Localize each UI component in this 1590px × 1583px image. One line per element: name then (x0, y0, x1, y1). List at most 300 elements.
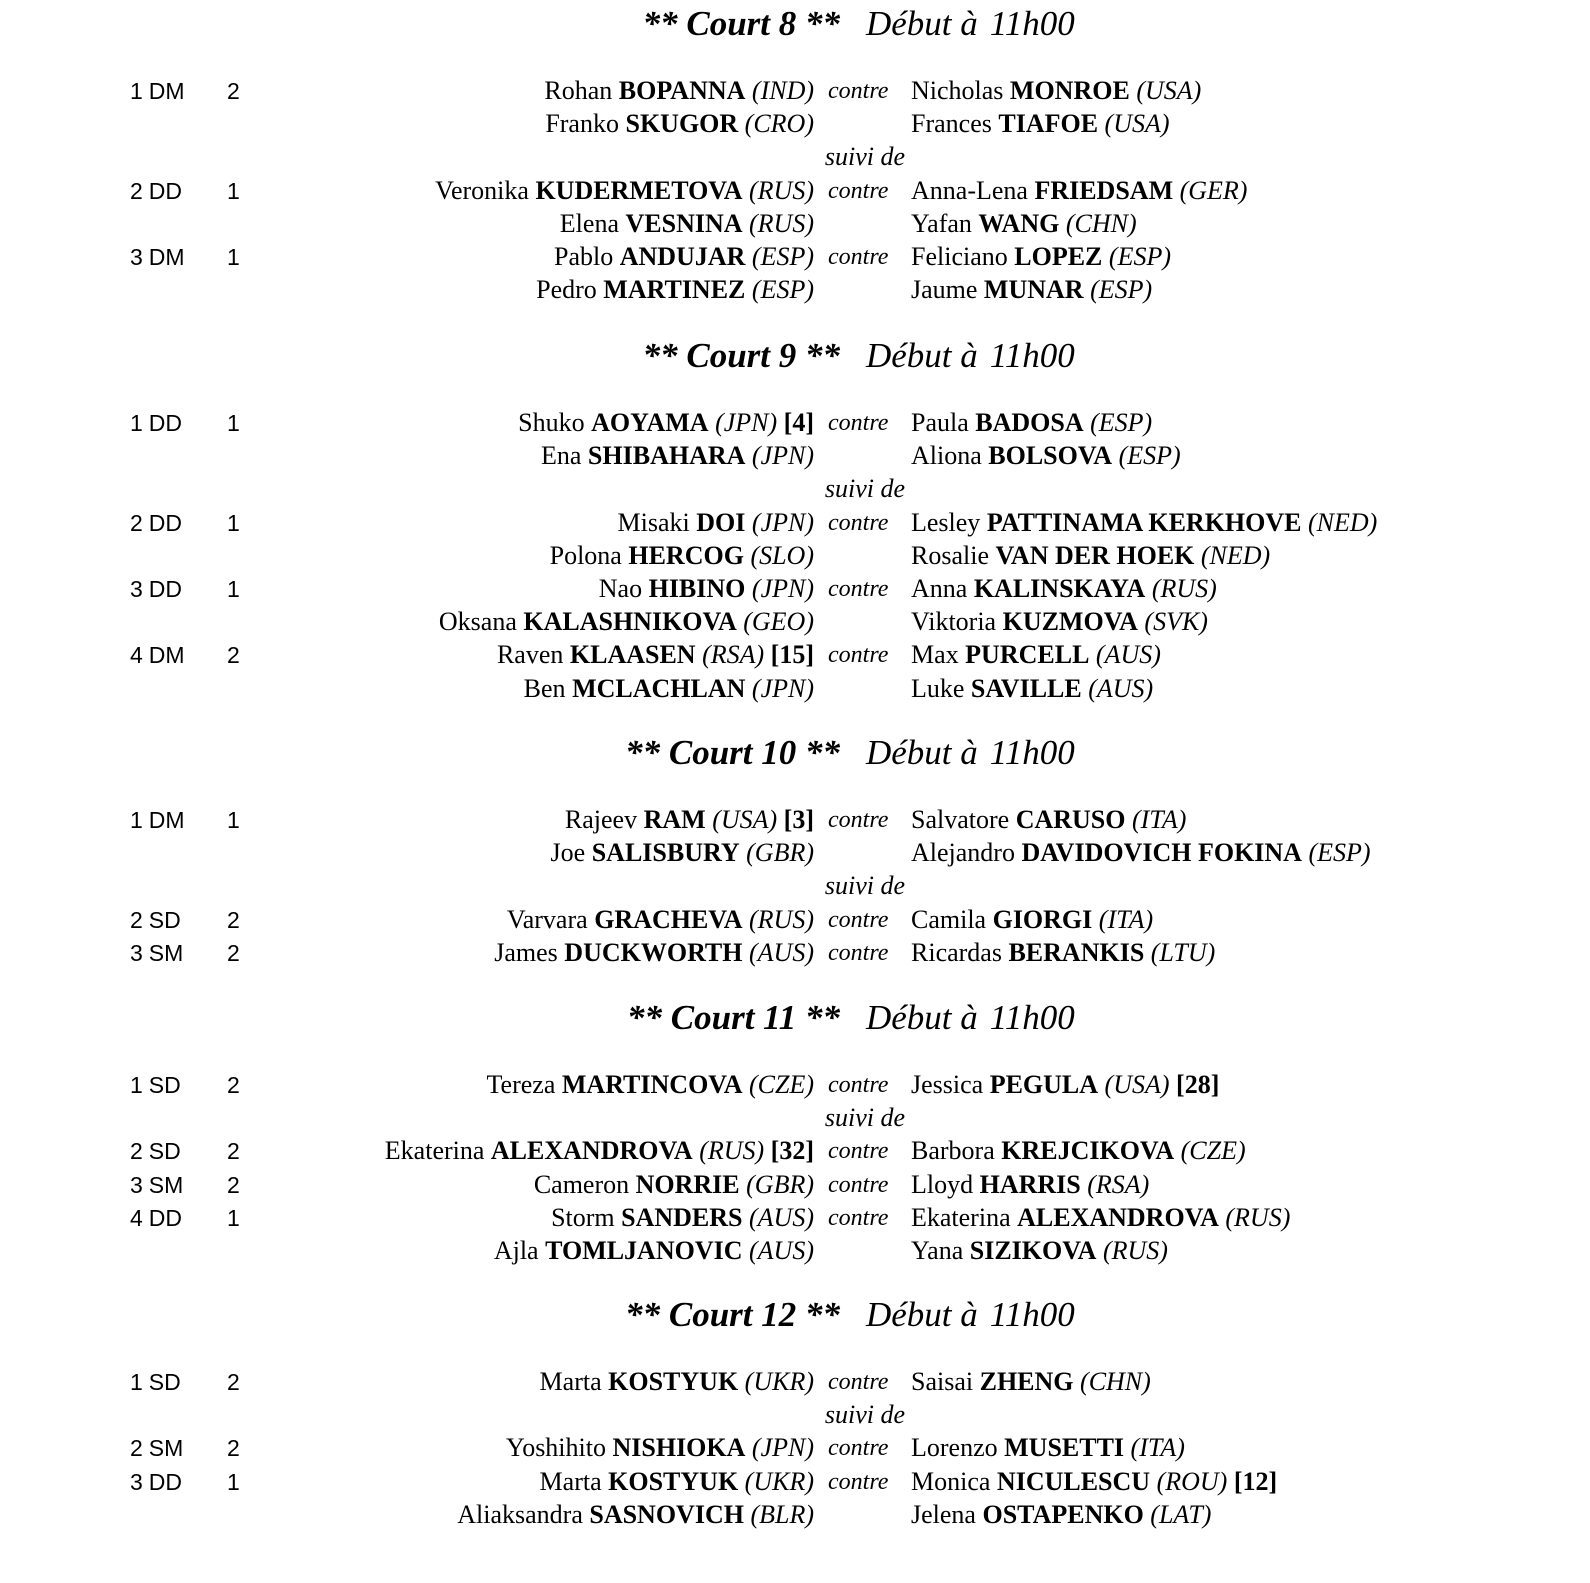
player-name (544, 76, 814, 105)
left-team-player (457, 1498, 814, 1532)
suivi-de: suivi de (824, 1103, 906, 1132)
player-last-name: SALISBURY (591, 838, 740, 867)
match-number: 1 (130, 1369, 143, 1395)
player-last-name: HARRIS (979, 1170, 1081, 1199)
player-first-name: Jessica (911, 1070, 984, 1099)
player-name (911, 1070, 1219, 1099)
player-first-name: Jelena (911, 1500, 976, 1529)
player-first-name: Veronika (435, 176, 529, 205)
match-order (130, 1068, 181, 1102)
right-team-player (911, 1168, 1149, 1202)
player-name (911, 275, 1152, 304)
right-team-player (911, 207, 1137, 241)
player-name (494, 938, 814, 967)
match-row (0, 803, 1590, 837)
player-first-name: Lloyd (911, 1170, 974, 1199)
player-last-name: MUSETTI (1004, 1433, 1125, 1462)
contre-label: contre (828, 1072, 889, 1098)
player-last-name: HIBINO (648, 574, 746, 603)
player-name (534, 1170, 814, 1199)
player-name (551, 838, 814, 867)
player-first-name: Marta (539, 1467, 602, 1496)
right-team-player (911, 903, 1153, 937)
contre-label: contre (828, 178, 889, 204)
player-last-name: KOSTYUK (608, 1467, 739, 1496)
player-last-name: BOLSOVA (988, 441, 1113, 470)
right-team-player (911, 1201, 1290, 1235)
player-last-name: DAVIDOVICH FOKINA (1021, 838, 1302, 867)
player-name (599, 574, 814, 603)
left-team-player (599, 572, 814, 606)
player-name (507, 905, 814, 934)
player-first-name: Camila (911, 905, 987, 934)
match-format: 2 (227, 642, 240, 668)
contre-label: contre (828, 642, 889, 668)
left-team-player (618, 506, 814, 540)
player-first-name: Varvara (506, 905, 588, 934)
player-last-name: TOMLJANOVIC (545, 1236, 743, 1265)
match-order (130, 506, 182, 540)
contre-label: contre (828, 907, 889, 933)
player-last-name: SHIBAHARA (587, 441, 746, 470)
match-category: DD (148, 178, 183, 204)
player-name (911, 109, 1170, 138)
match-format: 2 (227, 1072, 240, 1098)
player-first-name: Shuko (518, 408, 585, 437)
player-last-name: MONROE (1009, 76, 1130, 105)
player-name (911, 1500, 1211, 1529)
player-first-name: Yoshihito (506, 1433, 606, 1462)
player-first-name: Feliciano (911, 242, 1008, 271)
player-first-name: Franko (545, 109, 619, 138)
player-country: (RUS) (749, 905, 814, 934)
player-country: (ESP) (1090, 275, 1153, 304)
match-row (0, 1201, 1590, 1235)
start-time: 11h00 (989, 336, 1075, 375)
match-category: DM (148, 642, 185, 668)
player-first-name: Max (911, 640, 959, 669)
match-order (130, 1168, 183, 1202)
player-name (911, 76, 1201, 105)
player-name (911, 607, 1208, 636)
left-team-player (554, 240, 814, 274)
right-team-player (911, 672, 1153, 706)
match-order (130, 903, 181, 937)
player-country: (ESP) (1108, 242, 1171, 271)
player-country: (AUS) (1095, 640, 1161, 669)
match-row (0, 1465, 1590, 1499)
player-last-name: PURCELL (965, 640, 1090, 669)
player-country: (RUS) (749, 209, 814, 238)
left-team-player (439, 605, 814, 639)
match-row (0, 1365, 1590, 1399)
left-team-player (545, 107, 814, 141)
contre-label: contre (828, 1138, 889, 1164)
match-row (0, 174, 1590, 208)
player-country: (GBR) (746, 838, 814, 867)
player-name (911, 1236, 1168, 1265)
player-first-name: James (494, 938, 558, 967)
player-name (911, 508, 1377, 537)
match-category: SD (148, 907, 181, 933)
match-order (130, 936, 183, 970)
match-partner-row (0, 273, 1590, 307)
player-name (911, 838, 1371, 867)
start-label: Début à (866, 4, 978, 43)
start-label: Début à (866, 336, 978, 375)
match-row (0, 638, 1590, 672)
player-last-name: AOYAMA (591, 408, 709, 437)
player-name (536, 275, 814, 304)
player-country: (RUS) (749, 176, 814, 205)
right-team-player (911, 803, 1186, 837)
left-team-player (385, 1134, 814, 1168)
match-number: 3 (130, 1469, 143, 1495)
match-partner-row (0, 672, 1590, 706)
match-category: SM (148, 1172, 184, 1198)
player-first-name: Raven (496, 640, 564, 669)
player-last-name: VAN DER HOEK (995, 541, 1195, 570)
player-country: (USA) (712, 805, 778, 834)
player-first-name: Barbora (911, 1136, 995, 1165)
player-name (457, 1500, 814, 1529)
match-partner-row (0, 836, 1590, 870)
match-row (0, 1068, 1590, 1102)
match-format: 1 (227, 1469, 240, 1495)
right-team-player (911, 174, 1247, 208)
player-last-name: MUNAR (983, 275, 1084, 304)
player-first-name: Alejandro (911, 838, 1015, 867)
left-team-player (536, 273, 814, 307)
player-name (911, 408, 1152, 437)
player-name (911, 1170, 1149, 1199)
match-category: DD (148, 1469, 183, 1495)
left-team-player (565, 803, 814, 837)
player-first-name: Salvatore (911, 805, 1010, 834)
start-time: 11h00 (989, 998, 1075, 1037)
match-format: 2 (227, 1138, 240, 1164)
match-partner-row (0, 207, 1590, 241)
player-name (565, 805, 814, 834)
right-team-player (911, 539, 1270, 573)
player-first-name: Tereza (486, 1070, 556, 1099)
player-name (550, 541, 814, 570)
player-first-name: Storm (551, 1203, 615, 1232)
player-first-name: Rajeev (564, 805, 638, 834)
match-format: 2 (227, 1435, 240, 1461)
player-country: (JPN) (751, 508, 814, 537)
left-team-player (518, 406, 814, 440)
left-team-player (524, 672, 814, 706)
player-name (911, 176, 1247, 205)
player-last-name: ZHENG (979, 1367, 1074, 1396)
court-header (0, 334, 1590, 378)
match-order (130, 1201, 182, 1235)
right-team-player (911, 1365, 1151, 1399)
match-order (130, 1365, 181, 1399)
player-country: (CRO) (744, 109, 814, 138)
match-number: 2 (130, 510, 143, 536)
player-country: (UKR) (744, 1367, 814, 1396)
match-number: 2 (130, 907, 143, 933)
player-country: (ESP) (1090, 408, 1153, 437)
court-start (866, 996, 1075, 1040)
match-number: 2 (130, 178, 143, 204)
suivi-de: suivi de (824, 871, 906, 900)
match-category: DM (148, 244, 185, 270)
player-first-name: Ricardas (911, 938, 1002, 967)
player-first-name: Misaki (617, 508, 690, 537)
match-category: SD (148, 1369, 181, 1395)
match-format: 2 (227, 1172, 240, 1198)
player-first-name: Saisai (911, 1367, 974, 1396)
player-seed: [3] (783, 805, 814, 834)
right-team-player (911, 74, 1201, 108)
match-order (130, 638, 185, 672)
player-last-name: OSTAPENKO (982, 1500, 1144, 1529)
player-last-name: PEGULA (989, 1070, 1099, 1099)
player-name (911, 805, 1186, 834)
player-first-name: Rohan (544, 76, 613, 105)
match-row (0, 1168, 1590, 1202)
match-order (130, 74, 185, 108)
left-team-player (540, 1465, 814, 1499)
player-first-name: Elena (559, 209, 619, 238)
player-name (911, 242, 1171, 271)
match-order (130, 240, 185, 274)
match-order (130, 803, 185, 837)
left-team-player (541, 439, 814, 473)
player-country: (IND) (751, 76, 814, 105)
player-name (518, 408, 814, 437)
player-last-name: SIZIKOVA (969, 1236, 1097, 1265)
match-number: 3 (130, 940, 143, 966)
player-country: (ITA) (1130, 1433, 1185, 1462)
player-first-name: Nicholas (911, 76, 1004, 105)
player-last-name: ALEXANDROVA (1017, 1203, 1219, 1232)
right-team-player (911, 406, 1152, 440)
left-team-player (551, 1201, 814, 1235)
right-team-player (911, 1234, 1168, 1268)
match-format: 1 (227, 510, 240, 536)
player-country: (NED) (1307, 508, 1378, 537)
court-start (866, 731, 1075, 775)
left-team-player (494, 1234, 814, 1268)
court-header (0, 996, 1590, 1040)
player-country: (GBR) (746, 1170, 814, 1199)
player-country: (JPN) (715, 408, 778, 437)
player-country: (NED) (1200, 541, 1271, 570)
player-first-name: Oksana (438, 607, 517, 636)
player-last-name: MARTINCOVA (561, 1070, 743, 1099)
player-country: (AUS) (749, 1203, 814, 1232)
player-seed: [28] (1176, 1070, 1220, 1099)
right-team-player (911, 1498, 1211, 1532)
match-order (130, 174, 182, 208)
player-seed: [15] (770, 640, 814, 669)
player-name (911, 905, 1153, 934)
player-last-name: KUZMOVA (1002, 607, 1138, 636)
player-name (911, 640, 1161, 669)
player-last-name: NORRIE (635, 1170, 740, 1199)
contre-label: contre (828, 576, 889, 602)
right-team-player (911, 1431, 1185, 1465)
player-name (618, 508, 814, 537)
player-name (911, 674, 1153, 703)
match-format: 1 (227, 807, 240, 833)
match-number: 1 (130, 1072, 143, 1098)
match-format: 1 (227, 1205, 240, 1231)
left-team-player (550, 539, 814, 573)
player-name (911, 1367, 1151, 1396)
match-number: 4 (130, 1205, 143, 1231)
match-row (0, 406, 1590, 440)
match-format: 1 (227, 244, 240, 270)
player-name (554, 242, 814, 271)
player-country: (LTU) (1150, 938, 1216, 967)
player-first-name: Yana (911, 1236, 964, 1265)
player-first-name: Viktoria (911, 607, 997, 636)
player-last-name: VESNINA (625, 209, 743, 238)
player-name (911, 574, 1217, 603)
player-name (540, 1367, 814, 1396)
right-team-player (911, 107, 1170, 141)
contre-label: contre (828, 244, 889, 270)
player-last-name: PATTINAMA KERKHOVE (986, 508, 1302, 537)
match-partner-row (0, 439, 1590, 473)
court-header (0, 1293, 1590, 1337)
contre-label: contre (828, 807, 889, 833)
left-team-player (551, 836, 814, 870)
match-order (130, 572, 182, 606)
player-first-name: Ekaterina (911, 1203, 1011, 1232)
start-label: Début à (866, 733, 978, 772)
match-order (130, 1134, 181, 1168)
player-country: (AUS) (749, 938, 814, 967)
match-number: 3 (130, 244, 143, 270)
player-seed: [4] (783, 408, 814, 437)
match-category: SM (148, 1435, 184, 1461)
player-first-name: Anna-Lena (911, 176, 1028, 205)
player-last-name: FRIEDSAM (1034, 176, 1174, 205)
contre-label: contre (828, 1172, 889, 1198)
player-country: (GEO) (743, 607, 814, 636)
contre-label: contre (828, 510, 889, 536)
match-partner-row (0, 1498, 1590, 1532)
right-team-player (911, 605, 1208, 639)
player-last-name: WANG (978, 209, 1060, 238)
match-number: 1 (130, 410, 143, 436)
match-category: DD (148, 510, 183, 536)
player-name (524, 674, 814, 703)
player-country: (ESP) (1308, 838, 1371, 867)
left-team-player (494, 936, 814, 970)
match-row (0, 1431, 1590, 1465)
left-team-player (486, 1068, 814, 1102)
player-last-name: KUDERMETOVA (535, 176, 743, 205)
left-team-player (435, 174, 814, 208)
start-label: Début à (866, 998, 978, 1037)
court-title: ** Court 9 ** (642, 336, 840, 375)
player-first-name: Monica (911, 1467, 991, 1496)
start-label: Début à (866, 1295, 978, 1334)
player-first-name: Nao (598, 574, 643, 603)
player-first-name: Lesley (911, 508, 981, 537)
player-last-name: MARTINEZ (603, 275, 746, 304)
player-name (911, 209, 1137, 238)
player-last-name: KLAASEN (569, 640, 696, 669)
player-last-name: DOI (696, 508, 746, 537)
match-order (130, 1465, 182, 1499)
player-last-name: KALASHNIKOVA (523, 607, 737, 636)
player-country: (JPN) (751, 441, 814, 470)
match-category: DM (148, 807, 185, 833)
start-time: 11h00 (989, 4, 1075, 43)
player-name (385, 1136, 814, 1165)
player-first-name: Cameron (533, 1170, 630, 1199)
contre-label: contre (828, 1435, 889, 1461)
player-first-name: Joe (550, 838, 586, 867)
match-format: 1 (227, 410, 240, 436)
player-last-name: BOPANNA (618, 76, 746, 105)
player-country: (ESP) (751, 242, 814, 271)
player-country: (UKR) (744, 1467, 814, 1496)
player-country: (RSA) (702, 640, 765, 669)
player-name (486, 1070, 814, 1099)
contre-label: contre (828, 1205, 889, 1231)
match-row (0, 903, 1590, 937)
court-start (866, 2, 1075, 46)
match-category: DD (148, 576, 183, 602)
left-team-player (507, 903, 814, 937)
player-country: (ITA) (1131, 805, 1187, 834)
player-last-name: RAM (643, 805, 706, 834)
player-country: (CZE) (1180, 1136, 1246, 1165)
player-country: (GER) (1179, 176, 1248, 205)
player-country: (RUS) (699, 1136, 765, 1165)
player-country: (LAT) (1150, 1500, 1212, 1529)
contre-label: contre (828, 1469, 889, 1495)
right-team-player (911, 1134, 1246, 1168)
match-number: 2 (130, 1435, 143, 1461)
left-team-player (560, 207, 814, 241)
suivi-de: suivi de (824, 474, 906, 503)
player-first-name: Pedro (536, 275, 597, 304)
match-row (0, 1134, 1590, 1168)
player-first-name: Paula (911, 408, 969, 437)
match-order (130, 1431, 183, 1465)
court-header (0, 2, 1590, 46)
right-team-player (911, 638, 1161, 672)
contre-label: contre (828, 1369, 889, 1395)
match-number: 1 (130, 807, 143, 833)
left-team-player (534, 1168, 814, 1202)
player-name (911, 1203, 1290, 1232)
player-last-name: CARUSO (1015, 805, 1126, 834)
court-start (866, 334, 1075, 378)
player-last-name: SASNOVICH (589, 1500, 744, 1529)
match-category: DD (148, 1205, 183, 1231)
match-category: DD (148, 410, 183, 436)
player-name (545, 109, 814, 138)
player-last-name: TIAFOE (998, 109, 1099, 138)
right-team-player (911, 439, 1181, 473)
contre-label: contre (828, 940, 889, 966)
start-time: 11h00 (989, 1295, 1075, 1334)
player-seed: [12] (1233, 1467, 1278, 1496)
player-country: (ESP) (1118, 441, 1181, 470)
player-last-name: LOPEZ (1014, 242, 1103, 271)
